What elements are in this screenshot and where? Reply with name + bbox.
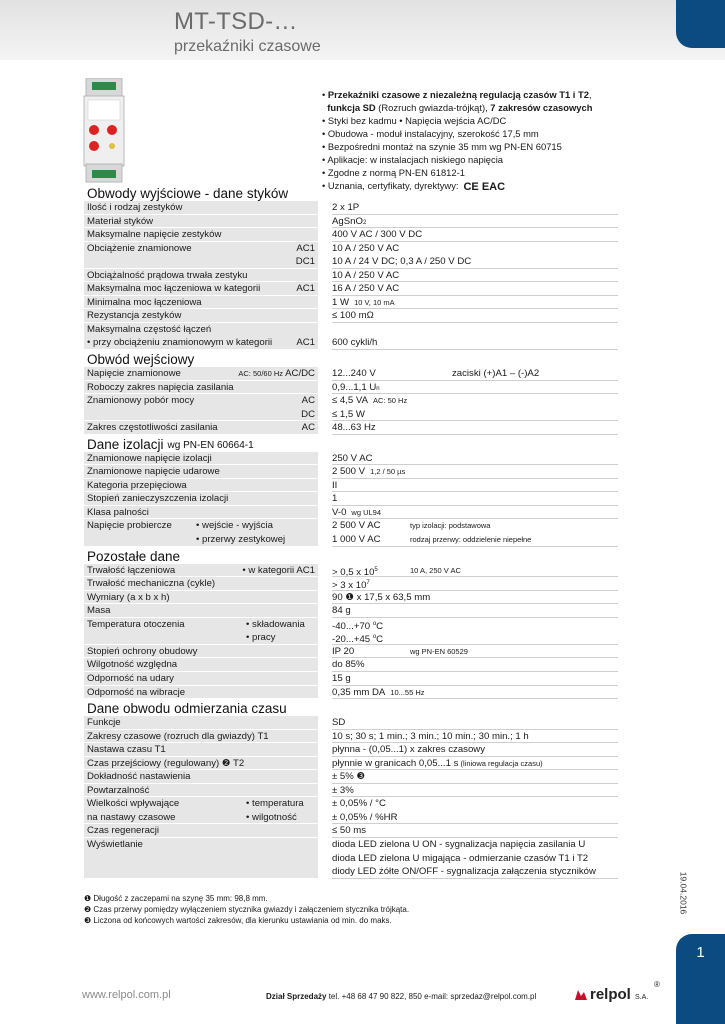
bullet-1: • Przekaźniki czasowe z niezależną regulacją czasów T1 i T2, [322, 89, 592, 100]
spec-row: Zakresy czasowe (rozruch dla gwiazdy) T1 10 s; 30 s; 1 min.; 3 min.; 10 min.; 30 min.; 1 h [84, 730, 618, 744]
certification-marks: CE EAC [463, 181, 506, 193]
spec-row: Nastawa czasu T1 płynna - (0,05...1) x zakres czasowy [84, 743, 618, 757]
spec-row: Wyświetlanie dioda LED zielona U ON - sygnalizacja napięcia zasilania U [84, 838, 618, 852]
spec-row: Ilość i rodzaj zestyków 2 x 1P [84, 201, 618, 215]
spec-row: Czas regeneracji ≤ 50 ms [84, 824, 618, 838]
spec-row: Obciążalność prądowa trwała zestyku 10 A / 250 V AC [84, 269, 618, 283]
spec-row: Funkcje SD [84, 716, 618, 730]
relpol-logo: relpol S.A. ® [590, 980, 660, 1003]
spec-row: Minimalna moc łączeniowa 1 W 10 V, 10 mA [84, 296, 618, 310]
spec-row: • przy obciążeniu znamionowym w kategorii AC1 600 cykli/h [84, 336, 618, 350]
page-tab [676, 934, 725, 1024]
spec-row: Stopień ochrony obudowy IP 20 wg PN-EN 60529 [84, 645, 618, 659]
section-other-heading: Pozostałe dane [87, 548, 181, 564]
footnotes [84, 893, 409, 926]
spec-row: Klasa palności V-0 wg UL94 [84, 506, 618, 520]
spec-row: DC ≤ 1,5 W [84, 408, 618, 422]
spec-table [84, 184, 618, 879]
section-outputs-heading: Obwody wyjściowe - dane styków [87, 186, 289, 201]
page-subtitle: przekaźniki czasowe [174, 38, 321, 55]
spec-row: Odporność na udary 15 g [84, 672, 618, 686]
spec-row: Trwałość mechaniczna (cykle) > 3 x $10^7$ [84, 577, 618, 591]
spec-row: Dokładność nastawienia ± 5% ❸ [84, 770, 618, 784]
spec-row: Stopień zanieczyszczenia izolacji 1 [84, 492, 618, 506]
revision-date: 19.04.2016 [678, 871, 689, 915]
spec-row: Wielkości wpływające • temperatura ± 0,05% / °C [84, 797, 618, 811]
spec-row: Znamionowy pobór mocy AC ≤ 4,5 VA AC: 50 Hz [84, 394, 618, 408]
spec-row: Czas przejściowy (regulowany) ❷ T2 płynnie w granicach 0,05...1 s (liniowa regulacja czasu) [84, 757, 618, 771]
spec-row: Masa 84 g [84, 604, 618, 618]
bullet-3: • Obudowa - moduł instalacyjny, szerokość 17,5 mm [322, 128, 539, 139]
bullet-5: • Aplikacje: w instalacjach niskiego napięcia [322, 154, 503, 165]
bullet-6: • Zgodne z normą PN-EN 61812-1 [322, 167, 465, 178]
bullet-7: • Uznania, certyfikaty, dyrektywy: CE EAC [322, 180, 506, 193]
spec-row: Napięcie znamionowe AC: 50/60 Hz AC/DC 12...240 V zaciski (+)A1 – (-)A2 [84, 367, 618, 381]
spec-row: Powtarzalność ± 3% [84, 784, 618, 798]
spec-row: Wilgotność względna do 85% [84, 658, 618, 672]
spec-row: Znamionowe napięcie udarowe 2 500 V 1,2 / 50 µs [84, 465, 618, 479]
spec-row: Zakres częstotliwości zasilania AC 48...63 Hz [84, 421, 618, 435]
header-bar [0, 0, 725, 60]
spec-row: Odporność na wibracje 0,35 mm DA 10...55 Hz [84, 686, 618, 700]
spec-row: Rezystancja zestyków ≤ 100 mΩ [84, 309, 618, 323]
bullet-1-cont: funkcja SD (Rozruch gwiazda-trójkąt), 7 zakresów czasowych [327, 102, 593, 113]
product-image [80, 78, 128, 184]
spec-row: • pracy -20...+45 $^o$C [84, 631, 618, 645]
spec-row: Maksymalna częstość łączeń [84, 323, 618, 337]
spec-row: Trwałość łączeniowa • w kategorii AC1 > 0,5 x $10^5$ 10 A, 250 V AC [84, 564, 618, 578]
footer-sales-contact: Dział Sprzedaży tel. +48 68 47 90 822, 850 e-mail: sprzedaz@relpol.com.pl [266, 992, 537, 1001]
footnote-2: ❷ Czas przerwy pomiędzy wyłączeniem stycznika gwiazdy i załączeniem stycznika trójkąta. [84, 905, 410, 914]
spec-row: Maksymalne napięcie zestyków 400 V AC / 300 V DC [84, 228, 618, 242]
footnote-3: ❸ Liczona od końcowych wartości zakresów, dla kierunku ustawiania od min. do maks. [84, 916, 392, 925]
bullet-4: • Bezpośredni montaż na szynie 35 mm wg PN-EN 60715 [322, 141, 562, 152]
spec-row: Wymiary (a x b x h) 90 ❶ x 17,5 x 63,5 mm [84, 591, 618, 605]
footer-url[interactable]: www.relpol.com.pl [82, 989, 171, 1001]
spec-row: Roboczy zakres napięcia zasilania 0,9...1,1 Un [84, 381, 618, 395]
page-title: MT-TSD-… [174, 8, 298, 35]
bullet-2: • Styki bez kadmu • Napięcia wejścia AC/DC [322, 115, 507, 126]
spec-row: dioda LED zielona U migająca - odmierzanie czasów T1 i T2 [84, 852, 618, 866]
section-insulation-heading: Dane izolacji wg PN-EN 60664-1 [87, 436, 254, 452]
spec-row: Maksymalna moc łączeniowa w kategorii AC1 16 A / 250 V AC [84, 282, 618, 296]
relpol-logo-icon [574, 989, 588, 1001]
spec-row: Materiał styków AgSnO2 [84, 215, 618, 229]
footer [0, 980, 676, 1006]
corner-tab [676, 0, 725, 48]
footnote-1: ❶ Długość z zaczepami na szynę 35 mm: 98,8 mm. [84, 894, 268, 903]
spec-row: • przerwy zestykowej 1 000 V AC rodzaj przerwy: oddzielenie niepełne [84, 533, 618, 547]
spec-row: Temperatura otoczenia • składowania -40...+70 $^o$C [84, 618, 618, 632]
spec-row: diody LED żółte ON/OFF - sygnalizacja załączenia styczników [84, 865, 618, 879]
spec-row: Kategoria przepięciowa II [84, 479, 618, 493]
section-input-heading: Obwód wejściowy [87, 352, 195, 368]
spec-row: DC1 10 A / 24 V DC; 0,3 A / 250 V DC [84, 255, 618, 269]
spec-row: Znamionowe napięcie izolacji 250 V AC [84, 452, 618, 466]
spec-row: Napięcie probiercze • wejście - wyjścia 2 500 V AC typ izolacji: podstawowa [84, 519, 618, 533]
feature-bullets [322, 88, 662, 194]
page-number: 1 [696, 944, 705, 961]
section-timing-heading: Dane obwodu odmierzania czasu [87, 701, 287, 717]
spec-row: Obciążenie znamionowe AC1 10 A / 250 V AC [84, 242, 618, 256]
spec-row: na nastawy czasowe • wilgotność ± 0,05% / %HR [84, 811, 618, 825]
